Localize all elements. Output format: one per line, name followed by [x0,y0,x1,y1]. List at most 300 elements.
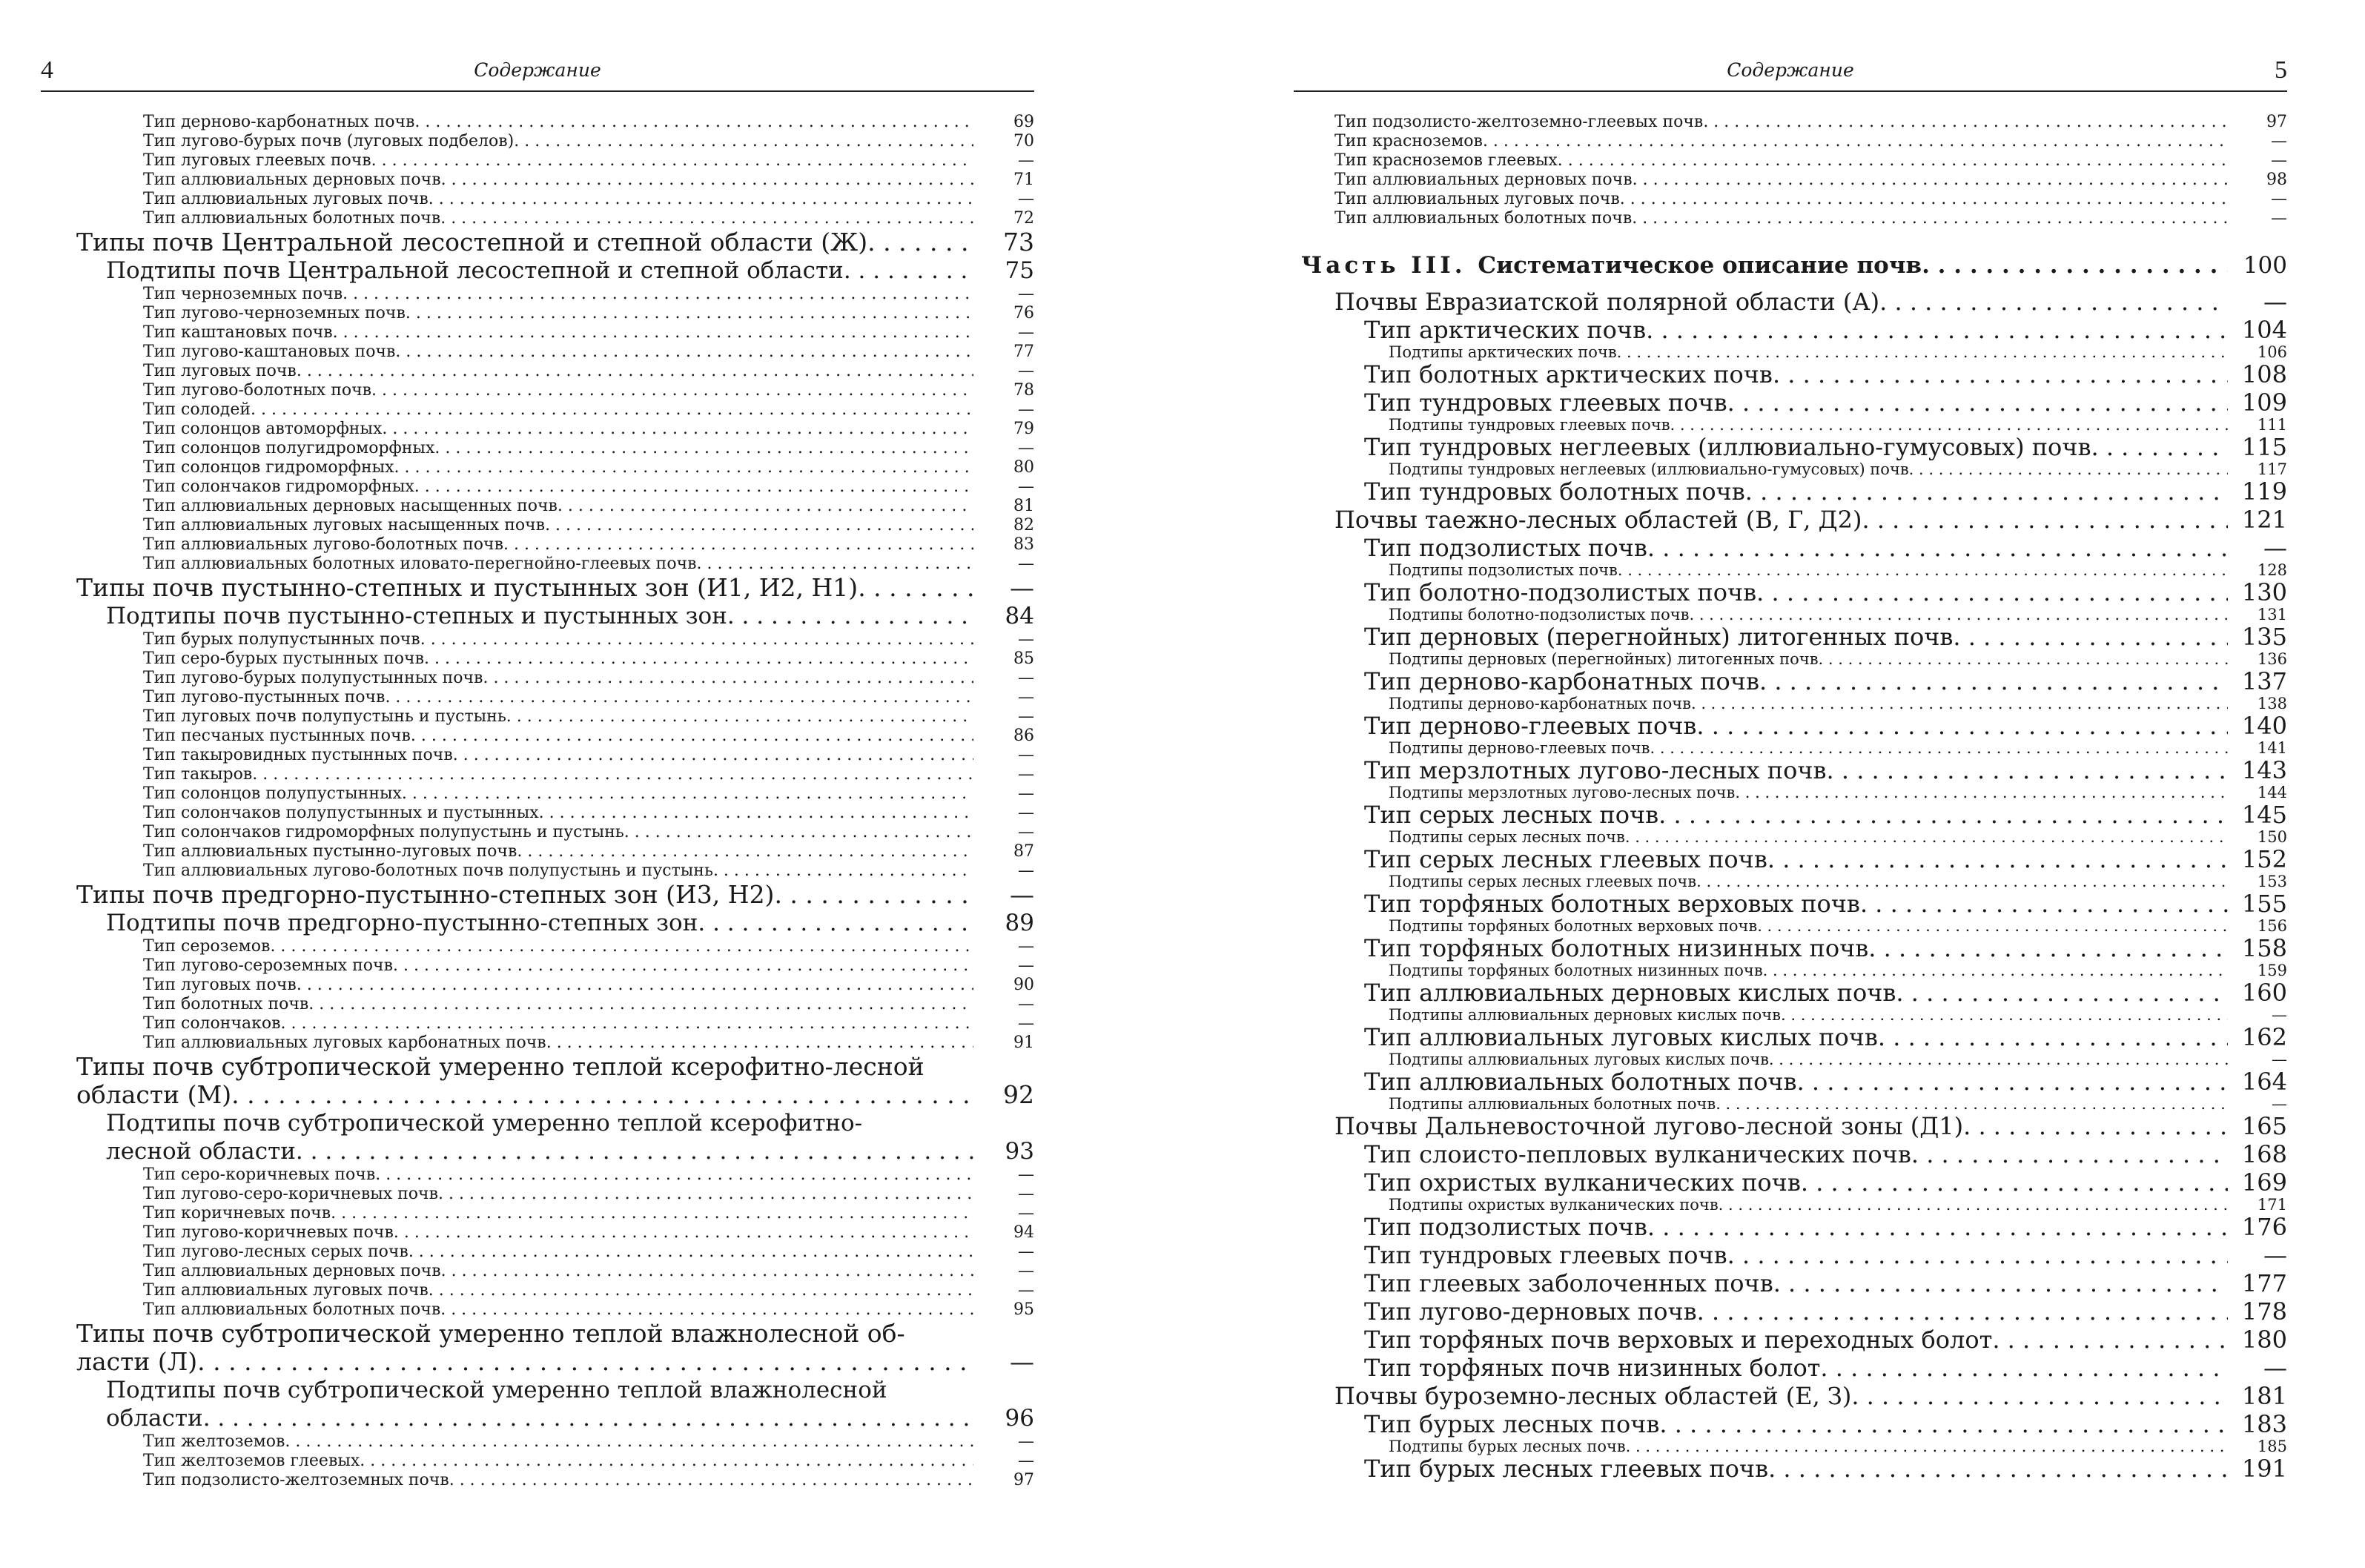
toc-entry [70,381,1034,400]
toc-entry [1301,962,2287,979]
toc-entry-label: Тип аллювиальных болотных почв [1364,1068,1797,1096]
dot-leader [385,688,973,707]
toc-entry [1301,695,2287,712]
toc-entry-page: — [2271,151,2287,170]
toc-entry [1301,461,2287,477]
toc-entry-page: — [2263,534,2287,562]
dot-leader [558,497,973,516]
dot-leader [1781,1007,2228,1023]
toc-entry-label: Тип солончаков гидроморфных [143,477,414,496]
dot-leader [1696,712,2228,740]
toc-entry-label: Тип лугово-бурых полупустынных почв [143,669,483,687]
toc-entry-label: Тип лугово-коричневых почв [143,1223,394,1242]
toc-entry [70,784,1034,804]
toc-entry-page: 86 [1013,727,1034,745]
toc-entry [1301,1168,2287,1197]
toc-entry-label: Тип аллювиальных дерновых почв [1334,171,1633,189]
toc-entry [70,458,1034,477]
toc-entry-label: Подтипы серых лесных глеевых почв [1389,873,1697,890]
right-page [1182,0,2365,1568]
toc-entry [70,765,1034,784]
dot-leader [1703,113,2228,132]
toc-entry-page: 159 [2257,962,2287,979]
toc-entry-label: Тип аллювиальных дерновых кислых почв [1364,979,1896,1007]
toc-entry-page: — [2263,1354,2287,1382]
toc-entry-page: 84 [1005,603,1034,629]
toc-entry-page: — [1018,688,1034,707]
dot-leader [517,842,973,861]
dot-leader [231,1081,973,1109]
toc-entry [70,823,1034,842]
toc-entry [70,171,1034,190]
toc-entry [1301,288,2287,316]
toc-entry [1301,506,2287,534]
toc-entry [1301,1455,2287,1483]
right-running-title: Содержание [1727,59,1854,81]
right-page-header [1294,53,2287,92]
dot-leader [1625,829,2228,845]
toc-entry [1301,784,2287,801]
toc-entry-page: — [1018,746,1034,764]
toc-entry-label: Подтипы охристых вулканических почв [1389,1196,1719,1214]
dot-leader [1909,461,2228,477]
toc-entry-page: 137 [2241,667,2287,695]
toc-entry [70,555,1034,574]
toc-entry-label: Тип песчаных пустынных почв [143,727,411,745]
toc-entry-label: Тип дерново-карбонатных почв [143,113,415,131]
toc-entry-label: Тип подзолисто-желтоземных почв [143,1471,449,1489]
toc-entry [70,602,1034,630]
toc-entry [70,804,1034,823]
toc-entry [70,209,1034,228]
toc-entry-page: — [1018,323,1034,342]
toc-entry [1301,477,2287,506]
dot-leader [727,602,973,630]
toc-entry-page: — [1018,1243,1034,1261]
toc-entry-label: Тип аллювиальных пустынно-луговых почв [143,842,517,861]
toc-entry-label: Тип луговых почв [143,362,297,380]
dot-leader [1757,918,2228,934]
dot-leader [1896,979,2228,1007]
toc-entry-page: 171 [2257,1196,2287,1214]
toc-entry [70,669,1034,688]
toc-entry-page: — [2271,209,2287,228]
toc-entry [70,630,1034,649]
dot-leader [441,1262,973,1281]
toc-entry-page: 91 [1013,1033,1034,1052]
dot-leader [434,439,973,458]
toc-entry-label: Подтипы дерново-глеевых почв [1389,739,1650,757]
toc-entry-label: Тип лугово-серо-коричневых почв [143,1185,438,1203]
toc-entry [1301,1241,2287,1269]
toc-entry-label: Тип солончаков гидроморфных полупустынь и пустынь [143,823,624,841]
dot-leader [774,881,973,909]
toc-entry [70,1471,1034,1490]
toc-entry-page: — [2272,1006,2287,1024]
toc-entry-label: Подтипы почв Центральной лесостепной и степной области [106,257,844,284]
toc-entry [106,1404,1034,1432]
toc-entry [1301,1023,2287,1051]
toc-entry [70,574,1034,602]
toc-entry-label: Тип болотно-подзолистых почв [1364,578,1757,606]
toc-entry-label: Тип арктических почв [1364,316,1647,344]
dot-leader [858,574,973,602]
toc-entry-page: — [1018,151,1034,170]
toc-entry-label: Тип аллювиальных дерновых почв [143,171,441,189]
toc-entry-page: 191 [2241,1455,2287,1483]
toc-entry [1301,829,2287,845]
toc-entry-page: 108 [2241,360,2287,388]
toc-entry [70,1014,1034,1033]
toc-entry-label: Тип подзолисто-желтоземно-глеевых почв [1334,113,1704,131]
dot-leader [440,209,973,228]
part-heading [1301,249,2287,282]
toc-entry [70,132,1034,151]
toc-entry-label: Почвы Евразиатской полярной области (А) [1334,288,1880,316]
toc-entry-page: 176 [2241,1213,2287,1241]
toc-entry-label: Тип солончаков [143,1014,281,1033]
toc-entry-label: Почвы буроземно-лесных областей (Е, З) [1334,1382,1852,1410]
toc-entry-label: Тип солонцов автоморфных [143,420,383,438]
toc-entry [70,995,1034,1014]
dot-leader [1756,578,2228,606]
toc-entry [70,497,1034,516]
dot-leader [343,285,973,304]
toc-entry-label: Тип лугово-дерновых почв [1364,1297,1697,1326]
toc-entry-page: 77 [1013,343,1034,361]
dot-leader [1670,417,2228,433]
toc-entry [1301,979,2287,1007]
toc-entry-label: Подтипы торфяных болотных верховых почв [1389,917,1758,935]
toc-entry-page: 92 [1003,1080,1034,1109]
dot-leader [333,323,973,343]
toc-entry-label: Подтипы дерновых (перегнойных) литогенных почв [1389,650,1819,668]
toc-entry-label: Подтипы дерново-карбонатных почв [1389,695,1691,712]
toc-entry-page: — [1018,1262,1034,1280]
toc-entry-label: Подтипы болотно-подзолистых почв [1389,606,1690,623]
dot-leader [1768,1455,2228,1483]
toc-entry [1301,417,2287,433]
toc-entry [70,707,1034,727]
toc-entry [1301,113,2287,132]
toc-entry [1301,667,2287,695]
left-toc-list [70,113,1034,1490]
toc-entry-page: 73 [1003,228,1034,257]
toc-entry-label: Тип серых лесных глеевых почв [1364,845,1767,873]
toc-entry-label: Почвы Дальневосточной лугово-лесной зоны (Д1) [1334,1112,1964,1140]
dot-leader [1860,890,2228,918]
dot-leader [1691,695,2228,712]
toc-entry-page: 145 [2241,801,2287,829]
toc-entry-label: Почвы таежно-лесных областей (В, Г, Д2) [1334,506,1862,534]
toc-entry [70,1300,1034,1320]
dot-leader [297,362,973,381]
toc-entry-label: Тип лугово-болотных почв [143,381,372,400]
dot-leader [1650,740,2229,756]
toc-entry [70,190,1034,209]
toc-entry [70,1033,1034,1053]
dot-leader [698,909,973,937]
toc-entry-page: — [1018,555,1034,573]
toc-entry-label: Тип лугово-бурых почв (луговых подбелов) [143,132,515,150]
dot-leader [382,420,973,439]
toc-entry-page: 115 [2241,433,2287,461]
toc-entry-label: Тип серо-коричневых почв [143,1165,376,1184]
dot-leader [1719,1197,2228,1213]
toc-entry-label: Тип серых лесных почв [1364,801,1659,829]
toc-entry-page: 117 [2257,460,2287,478]
toc-entry [1301,1326,2287,1354]
toc-entry-label: Тип торфяных болотных низинных почв [1364,934,1869,962]
toc-entry-label: Тип тундровых глеевых почв [1364,1241,1727,1269]
dot-leader [1819,651,2228,667]
toc-entry [70,516,1034,535]
toc-entry [1301,190,2287,209]
toc-entry-label: Подтипы серых лесных почв [1389,828,1625,846]
toc-entry-page: 95 [1013,1300,1034,1319]
toc-entry-label: Тип коричневых почв [143,1204,331,1223]
toc-entry-label: Тип солонцов гидроморфных [143,458,394,477]
dot-leader [308,995,973,1014]
toc-entry-label: Подтипы арктических почв [1389,343,1617,361]
toc-entry-label: Тип луговых глеевых почв [143,151,371,170]
toc-entry-label: Подтипы почв предгорно-пустынно-степных зон [106,910,698,936]
toc-entry-page: — [1010,1347,1034,1376]
toc-entry-label: Тип аллювиальных луговых карбонатных почв [143,1033,546,1052]
part-title: Систематическое описание почв [1478,252,1922,279]
toc-entry [70,228,1034,257]
toc-entry-page: 178 [2241,1297,2287,1326]
dot-leader [375,1165,973,1185]
toc-entry [76,1348,1034,1376]
toc-entry [70,842,1034,861]
toc-entry-label: Тип красноземов [1334,132,1483,150]
toc-entry-label: области [106,1405,203,1432]
toc-entry [1301,934,2287,962]
dot-leader [624,823,973,842]
toc-entry-page: 82 [1013,516,1034,535]
toc-entry-page: 155 [2241,890,2287,918]
toc-entry [70,151,1034,171]
toc-entry-page: — [1010,573,1034,602]
toc-entry-page: 180 [2241,1326,2287,1354]
toc-entry-page: 141 [2257,739,2287,757]
toc-entry-label: Тип аллювиальных луговых почв [1334,190,1620,208]
dot-leader [2091,433,2228,461]
left-page-header [41,53,1034,92]
toc-entry-label: Тип такыровидных пустынных почв [143,746,453,764]
toc-entry-label: Типы почв Центральной лесостепной и степной области (Ж) [76,228,868,257]
dot-leader [697,555,974,574]
toc-entry-label: Тип лугово-каштановых почв [143,343,396,361]
toc-entry-label: Тип аллювиальных болотных почв [143,1300,441,1319]
toc-entry-page: 96 [1005,1405,1034,1432]
toc-entry-page: 153 [2257,873,2287,890]
toc-entry [1301,1438,2287,1455]
toc-entry [1301,151,2287,171]
dot-leader [296,1137,973,1165]
toc-entry-label: ласти (Л) [76,1347,198,1376]
toc-entry [1301,1269,2287,1297]
toc-entry-label: Тип аллювиальных луговых почв [143,1281,429,1300]
toc-entry [70,420,1034,439]
right-toc-list [1301,113,2287,1483]
toc-entry-page: 69 [1013,113,1034,131]
part-prefix: Часть III. [1301,252,1466,279]
toc-entry-label-line1: Подтипы почв субтропической умеренно теплой влажнолесной [106,1377,887,1403]
toc-entry-page: 97 [1013,1471,1034,1489]
dot-leader [281,1014,974,1033]
toc-entry [1301,756,2287,784]
toc-entry-label: Тип слоисто-пепловых вулканических почв [1364,1140,1911,1168]
dot-leader [1911,1140,2228,1168]
toc-entry-label: Тип солодей [143,400,251,419]
dot-leader [411,727,973,746]
toc-entry [70,649,1034,669]
toc-entry-page: 98 [2266,171,2287,189]
toc-entry [70,1262,1034,1281]
toc-entry-page: 121 [2241,506,2287,534]
toc-entry [1301,873,2287,890]
dot-leader [1626,1438,2228,1455]
dot-leader [203,1404,973,1432]
toc-entry-label: Тип аллювиальных дерновых почв [143,1262,441,1280]
toc-entry-label: Тип подзолистых почв [1364,534,1647,562]
toc-entry-page: — [2272,1095,2287,1113]
dot-leader [440,1300,973,1320]
toc-entry-page: 70 [1013,132,1034,150]
toc-entry-label: Тип красноземов глеевых [1334,151,1558,170]
toc-entry-page: — [1018,190,1034,208]
toc-entry [1301,1213,2287,1241]
dot-leader [1696,873,2228,890]
toc-entry-label-line1: Типы почв субтропической умеренно теплой влажнолесной об- [76,1319,905,1348]
toc-entry-label: Тип луговых почв [143,976,297,994]
toc-entry [1301,1096,2287,1112]
toc-entry-label: Тип лугово-черноземных почв [143,304,406,322]
toc-entry-page: 93 [1005,1138,1034,1165]
toc-entry [1301,534,2287,562]
toc-entry-label: Подтипы почв пустынно-степных и пустынных зон [106,603,727,629]
toc-entry-page: 72 [1013,209,1034,228]
toc-entry-page: 156 [2257,917,2287,935]
toc-entry-page: 160 [2241,979,2287,1007]
toc-entry-page: — [1018,1204,1034,1223]
toc-entry [1301,1382,2287,1410]
toc-entry-page: — [1018,1452,1034,1470]
dot-leader [406,304,973,323]
toc-entry-label: Подтипы мерзлотных лугово-лесных почв [1389,784,1736,801]
toc-entry-label: Тип болотных арктических почв [1364,360,1773,388]
toc-entry-label: Тип дерново-карбонатных почв [1364,667,1759,695]
toc-entry [1301,316,2287,344]
toc-entry [1301,344,2287,360]
toc-entry-label: Тип черноземных почв [143,285,343,303]
dot-leader [414,113,973,132]
toc-entry-label: Тип тундровых глеевых почв [1364,388,1727,417]
toc-entry-page: — [1018,995,1034,1013]
toc-entry-label: Тип серо-бурых пустынных почв [143,649,424,668]
toc-entry-page: 138 [2257,695,2287,712]
toc-entry [70,257,1034,285]
toc-entry-label: Тип сероземов [143,937,271,956]
dot-leader [285,1432,973,1452]
toc-entry-page: 94 [1013,1223,1034,1242]
dot-leader [1646,316,2228,344]
toc-entry-label: Тип лугово-лесных серых почв [143,1243,408,1261]
toc-entry [1301,578,2287,606]
toc-entry-label: Тип торфяных почв низинных болот [1364,1354,1821,1382]
toc-entry-label: Подтипы аллювиальных луговых кислых почв [1389,1051,1769,1068]
toc-entry-label-line1: Типы почв субтропической умеренно теплой ксерофитно-лесной [76,1052,924,1081]
toc-entry-page: — [1018,823,1034,841]
dot-leader [1763,962,2228,979]
toc-entry-label: Подтипы подзолистых почв [1389,561,1618,579]
left-page-number: 4 [41,56,53,84]
dot-leader [331,1204,973,1223]
dot-leader [449,1471,973,1490]
dot-leader [1963,1112,2228,1140]
toc-entry-page: — [1018,630,1034,649]
toc-entry-page: 183 [2241,1410,2287,1438]
toc-entry-page: — [1018,937,1034,956]
toc-entry-label-line1: Подтипы почв субтропической умеренно теплой ксерофитно- [106,1110,863,1137]
toc-entry [1301,433,2287,461]
toc-entry-page: 185 [2257,1438,2287,1455]
toc-entry-page: — [1010,880,1034,909]
toc-entry-page: 128 [2257,561,2287,579]
dot-leader [1773,1269,2228,1297]
dot-leader [1483,132,2228,151]
dot-leader [546,1033,973,1053]
toc-entry-page: 119 [2241,477,2287,506]
dot-leader [394,458,973,477]
dot-leader [1827,756,2229,784]
toc-entry-label: Тип дерново-глеевых почв [1364,712,1697,740]
toc-entry [70,727,1034,746]
toc-entry-page: 165 [2241,1112,2287,1140]
dot-leader [867,228,973,257]
toc-entry-label: лесной области [106,1138,296,1165]
toc-entry-label: Тип мерзлотных лугово-лесных почв [1364,756,1827,784]
dot-leader [438,1185,973,1204]
dot-leader [371,381,973,400]
toc-entry-page: 75 [1005,257,1034,284]
toc-entry [1301,651,2287,667]
toc-entry-page: — [2272,1051,2287,1068]
right-page-number: 5 [2275,56,2287,84]
toc-entry-page: 111 [2257,416,2287,434]
toc-entry-page: 144 [2257,784,2287,801]
toc-entry-page: 79 [1013,420,1034,438]
toc-entry-page: — [1018,362,1034,380]
toc-entry-page: 181 [2241,1382,2287,1410]
toc-entry-page: 135 [2241,623,2287,651]
dot-leader [402,784,973,804]
toc-entry-label: Тип аллювиальных луговых почв [143,190,429,208]
toc-entry-label: Тип лугово-пустынных почв [143,688,386,707]
toc-entry-page: — [1018,707,1034,726]
toc-entry [70,1204,1034,1223]
toc-entry [70,1165,1034,1185]
dot-leader [503,535,973,555]
toc-entry-label: Тип желтоземов [143,1432,285,1451]
toc-entry [1301,1007,2287,1023]
dot-leader [360,1452,973,1471]
dot-leader [408,1243,973,1262]
dot-leader [1647,1213,2228,1241]
dot-leader [506,707,973,727]
